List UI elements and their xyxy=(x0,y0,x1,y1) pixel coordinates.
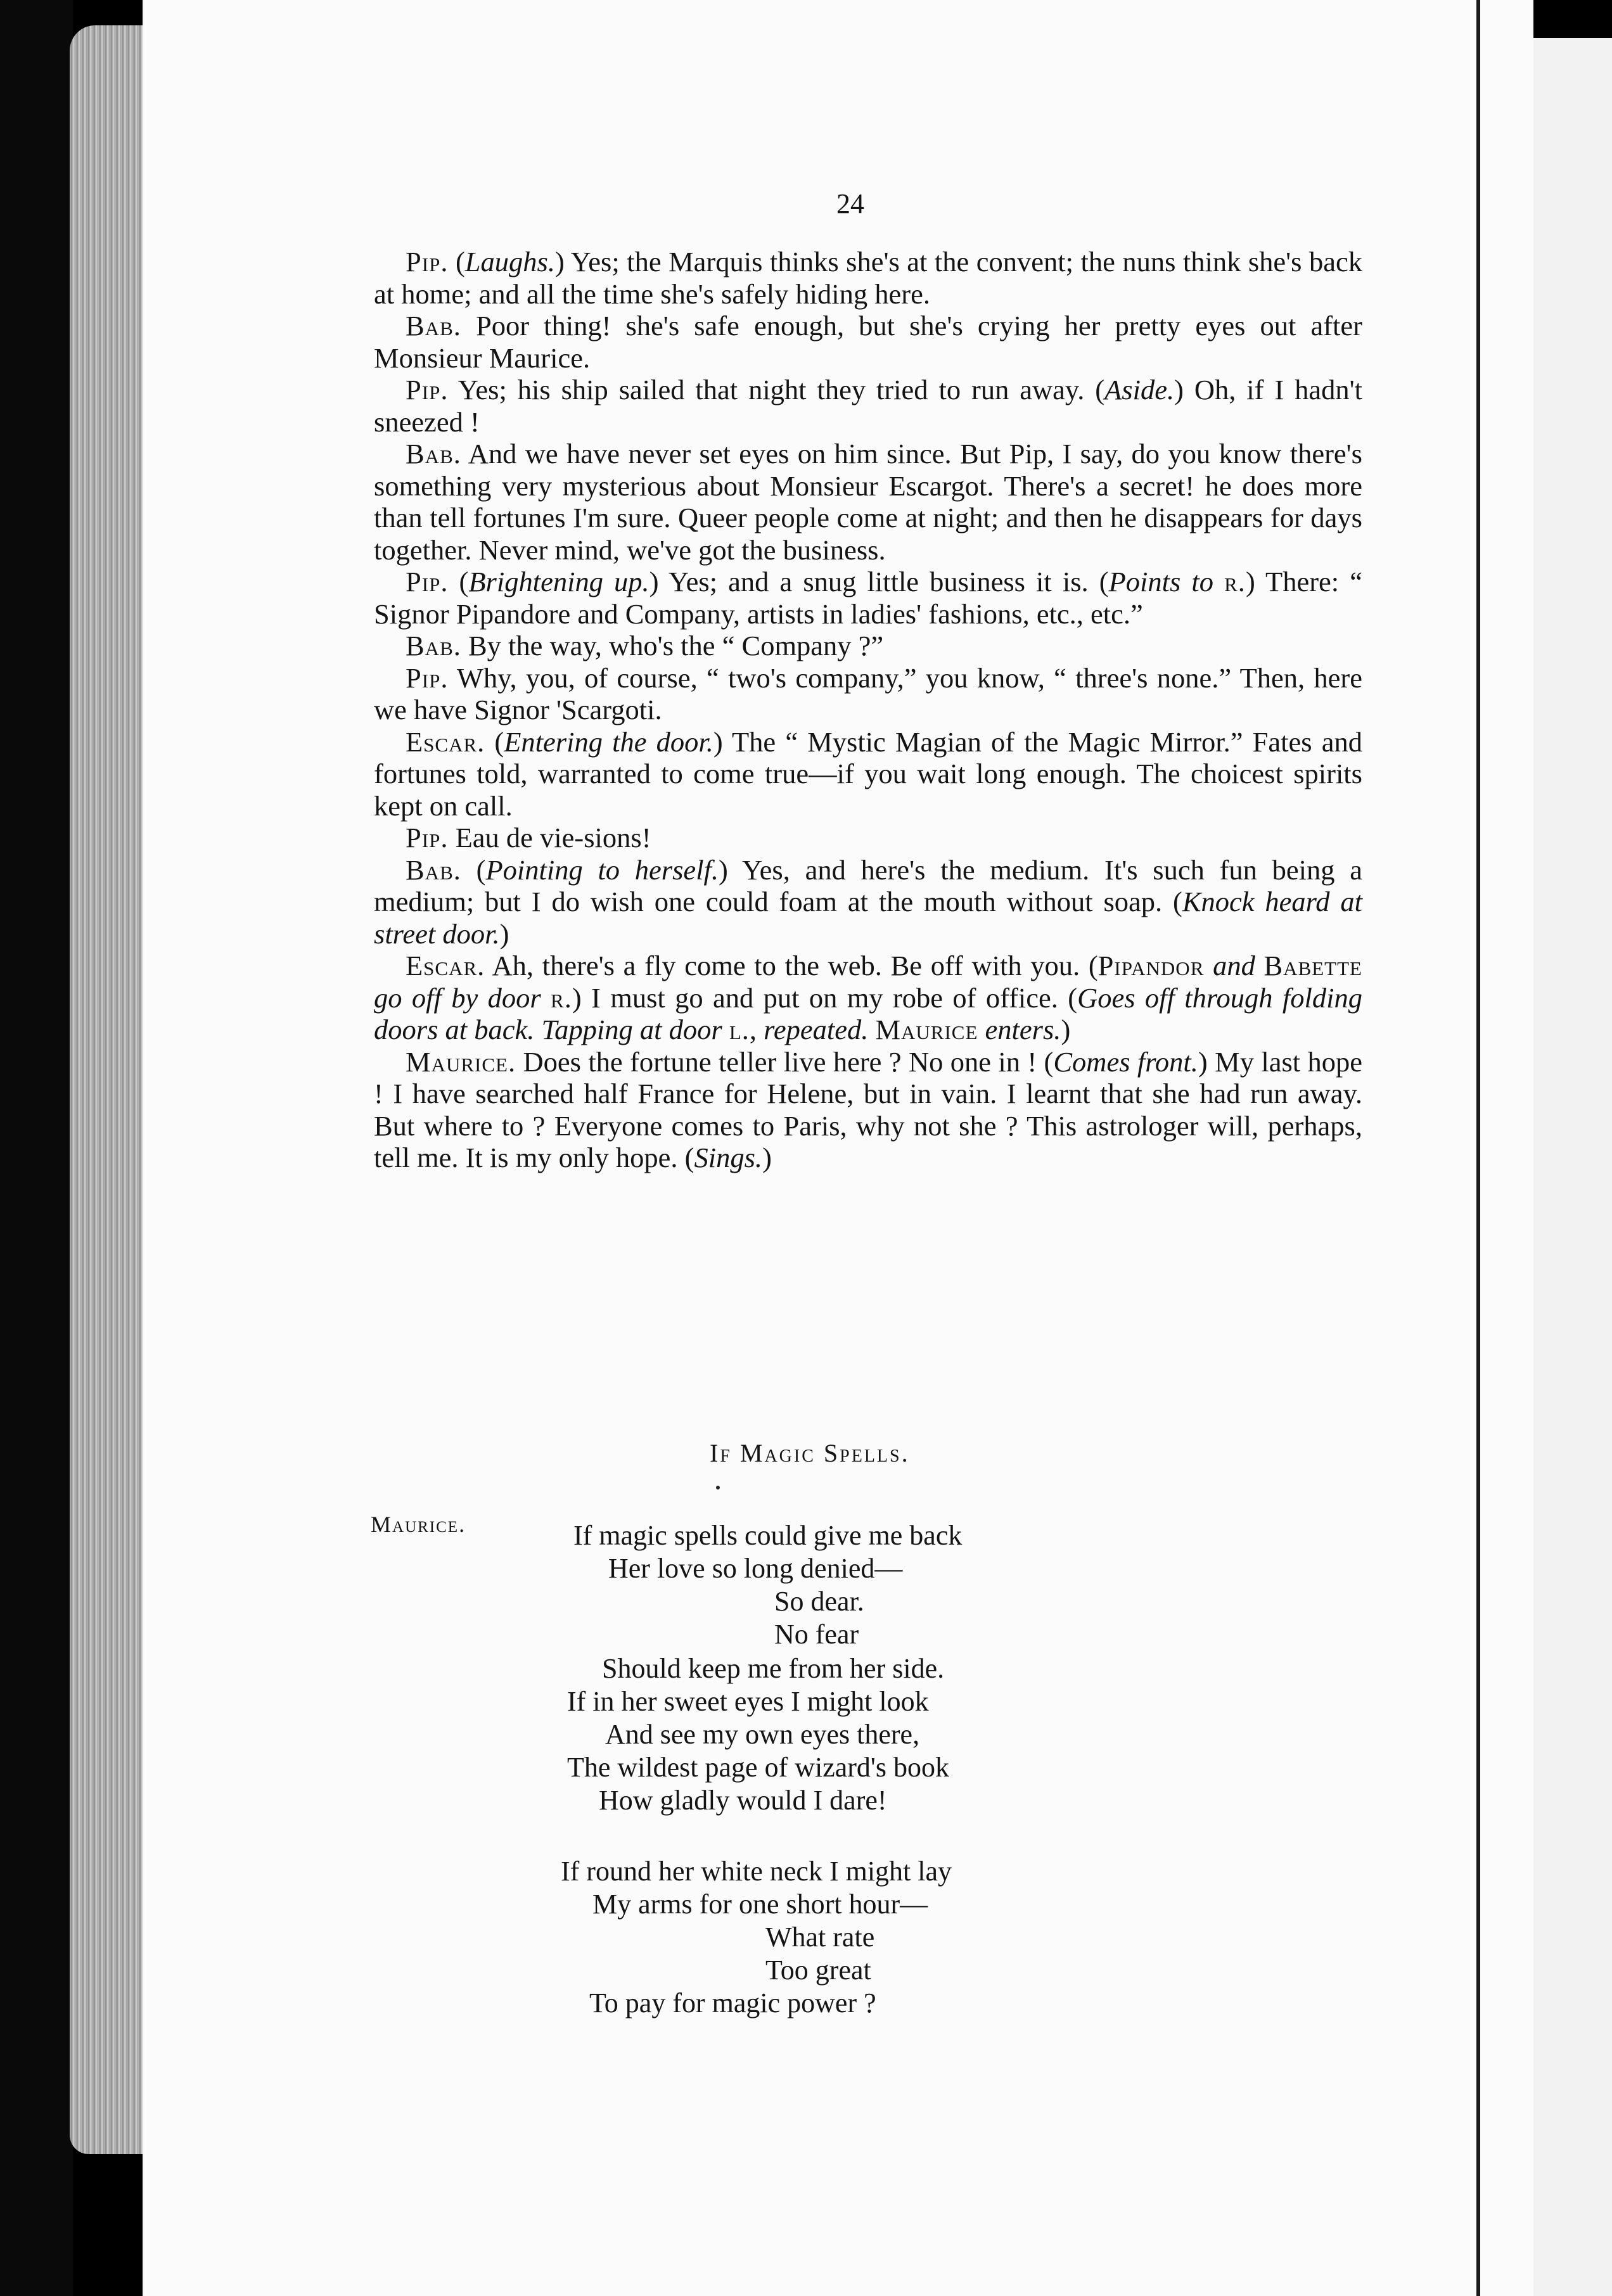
stage-direction: and xyxy=(1213,950,1255,981)
speaker-or-direction: Maurice. xyxy=(406,1045,516,1078)
stage-direction: Points to xyxy=(1108,566,1214,597)
dialogue-run: , xyxy=(749,1014,764,1045)
dialogue-paragraph xyxy=(374,822,1362,854)
dialogue-run: ( xyxy=(448,566,469,597)
speaker-or-direction: Babette xyxy=(1263,950,1362,981)
song-title: If Magic Spells. xyxy=(710,1439,910,1467)
speaker-or-direction: Pip. xyxy=(406,566,449,597)
page-edges xyxy=(70,25,149,2154)
speaker-or-direction: Escar. xyxy=(406,950,485,981)
dialogue-run xyxy=(978,1014,985,1045)
dialogue-run: Poor thing! she's safe enough, but she's crying her pretty eyes out after Monsieur Maurice. xyxy=(374,310,1362,374)
stage-direction: Knock heard at street door. xyxy=(374,886,1363,950)
dialogue-run xyxy=(541,982,551,1014)
dialogue-run: ) There: “ Signor Pipandore and Company, artists in ladies' fashions, etc., etc.” xyxy=(374,566,1363,630)
dialogue-run xyxy=(868,1014,875,1045)
dialogue-run xyxy=(722,1014,729,1045)
dialogue-run: ) Yes; and a snug little business it is. ( xyxy=(649,566,1109,597)
dialogue-text xyxy=(374,246,1362,1174)
speaker-or-direction: Pipandor xyxy=(1097,950,1205,981)
verse-line: What rate xyxy=(765,1922,875,1953)
speaker-or-direction: Bab. xyxy=(406,630,461,661)
dialogue-run: ( xyxy=(448,246,465,277)
dialogue-run: ( xyxy=(485,725,504,758)
verse-line: The wildest page of wizard's book xyxy=(567,1752,949,1783)
speaker-or-direction: Bab. xyxy=(406,310,461,341)
dialogue-paragraph xyxy=(374,630,1362,662)
stage-direction: Sings. xyxy=(694,1142,763,1173)
speaker-or-direction: Pip. xyxy=(406,661,449,694)
dialogue-run: By the way, who's the “ Company ?” xyxy=(461,630,884,661)
verse-line: If in her sweet eyes I might look xyxy=(567,1686,929,1717)
stage-direction: go off by door xyxy=(374,981,541,1014)
dialogue-run: ) I must go and put on my robe of office. ( xyxy=(572,981,1078,1014)
verse-line: If magic spells could give me back xyxy=(573,1520,963,1551)
speaker-or-direction: Pip. xyxy=(406,822,449,853)
dialogue-run: ) Yes; the Marquis thinks she's at the convent; the nuns think she's back at home; and all the time she's safely hiding here. xyxy=(374,246,1362,310)
dialogue-run: ) Yes, and here's the medium. It's such fun being a medium; but I do wish one could foam at the mouth without soap. ( xyxy=(374,853,1362,917)
dialogue-paragraph xyxy=(374,854,1362,950)
speaker-or-direction: Pip. xyxy=(406,246,449,277)
verse-line: Too great xyxy=(765,1955,871,1986)
stage-direction: Laughs. xyxy=(464,246,555,277)
verse-line: And see my own eyes there, xyxy=(605,1719,920,1750)
dialogue-run: Ah, there's a fly come to the web. Be off with you. ( xyxy=(485,950,1098,981)
singer-name: Maurice. xyxy=(371,1512,466,1537)
verse-line: So dear. xyxy=(774,1586,864,1617)
scan-border-top-right xyxy=(1533,0,1612,38)
stage-direction: Entering the door. xyxy=(504,725,713,758)
dialogue-run: Eau de vie-sions! xyxy=(448,822,651,853)
dialogue-run: ) xyxy=(1061,1014,1071,1045)
dialogue-paragraph xyxy=(374,246,1362,310)
speaker-or-direction: r. xyxy=(551,981,572,1014)
speaker-or-direction: Escar. xyxy=(406,725,485,758)
speaker-or-direction: Bab. xyxy=(406,438,461,469)
dialogue-run xyxy=(1213,566,1224,597)
dialogue-paragraph xyxy=(374,726,1362,822)
stage-direction: Aside. xyxy=(1104,374,1175,405)
dialogue-run: And we have never set eyes on him since. But Pip, I say, do you know there's something very mysterious about Monsieur Escargot. There's a secret! he does more than tell fortunes I'm sure. Queer people come at night; and then he disappears for days together. Never mind, we've got the business. xyxy=(374,438,1362,566)
stage-direction: Brightening up. xyxy=(468,566,649,597)
page-gutter-line xyxy=(1476,0,1480,2296)
dialogue-run: ) The “ Mystic Magian of the Magic Mirror.” Fates and fortunes told, warranted to come true—if you wait long enough. The choicest spirits kept on call. xyxy=(374,725,1362,822)
speaker-or-direction: Pip. xyxy=(406,374,449,405)
dialogue-run: ) My last hope ! I have searched half France for Helene, but in vain. I learnt that she had run away. But where to ? Everyone comes to Paris, why not she ? This astrologer will, perhaps, tell me. It is my only hope. ( xyxy=(374,1045,1363,1173)
dialogue-run: ) Oh, if I hadn't sneezed ! xyxy=(374,374,1362,438)
dialogue-paragraph xyxy=(374,1046,1362,1174)
verse-line: If round her white neck I might lay xyxy=(561,1856,952,1887)
speaker-or-direction: Maurice xyxy=(875,1014,978,1045)
scan-border-left xyxy=(0,0,73,2296)
stage-direction: Goes off through folding doors at back. Tapping at door xyxy=(374,981,1363,1045)
stage-direction: repeated. xyxy=(764,1014,869,1045)
dialogue-paragraph xyxy=(374,310,1362,374)
dialogue-paragraph xyxy=(374,950,1362,1046)
verse-line: Should keep me from her side. xyxy=(602,1653,945,1684)
stage-direction: Pointing to herself. xyxy=(485,853,719,886)
verse-line: How gladly would I dare! xyxy=(599,1785,887,1816)
page-number: 24 xyxy=(836,188,864,219)
dialogue-run: Why, you, of course, “ two's company,” you know, “ three's none.” Then, here we have Signor 'Scargoti. xyxy=(374,661,1362,725)
verse-line: My arms for one short hour— xyxy=(592,1889,928,1920)
dialogue-paragraph xyxy=(374,662,1362,726)
dialogue-paragraph xyxy=(374,374,1362,438)
dialogue-paragraph xyxy=(374,438,1362,566)
facing-page-strip xyxy=(1533,38,1612,2296)
dialogue-run: ) xyxy=(499,917,509,950)
dialogue-run: ( xyxy=(461,853,486,886)
speaker-or-direction: Bab. xyxy=(406,853,461,886)
dialogue-run: Does the fortune teller live here ? No one in ! ( xyxy=(516,1045,1054,1078)
verse-line: No fear xyxy=(774,1619,859,1650)
dialogue-paragraph xyxy=(374,566,1362,630)
speaker-or-direction: l. xyxy=(729,1014,750,1045)
stage-direction: Comes front. xyxy=(1053,1045,1198,1078)
ornament-dot xyxy=(716,1486,720,1489)
dialogue-run xyxy=(1255,950,1264,981)
stage-direction: enters. xyxy=(985,1014,1061,1045)
dialogue-run: Yes; his ship sailed that night they tried to run away. ( xyxy=(448,374,1105,405)
speaker-or-direction: r. xyxy=(1224,566,1246,597)
verse-line: Her love so long denied— xyxy=(608,1553,903,1584)
dialogue-run xyxy=(1204,950,1213,981)
dialogue-run: ) xyxy=(762,1142,772,1173)
verse-line: To pay for magic power ? xyxy=(589,1987,876,2019)
